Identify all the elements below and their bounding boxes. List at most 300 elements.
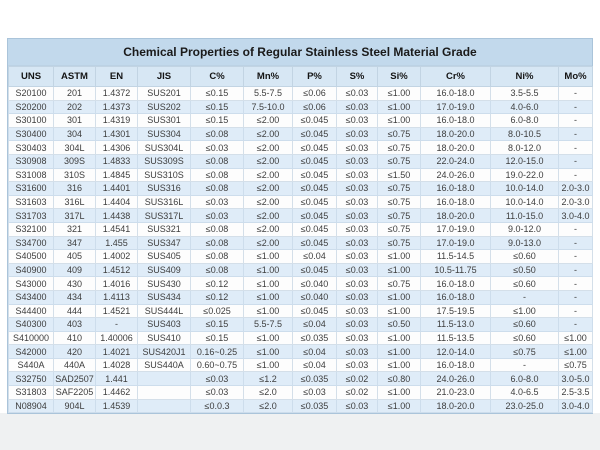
column-header-c: C% xyxy=(191,67,244,87)
table-cell: ≤0.03 xyxy=(337,222,378,236)
table-cell: SUS202 xyxy=(138,100,191,114)
table-cell: 405 xyxy=(54,250,96,264)
table-cell: SAD2507 xyxy=(55,373,94,384)
table-row xyxy=(9,195,593,209)
table-cell: 16.0-18.0 xyxy=(421,182,491,196)
table-cell: ≤1.00 xyxy=(378,386,421,400)
table-cell: ≤0.60 xyxy=(491,277,559,291)
table-cell: 11.5-13.5 xyxy=(421,331,491,345)
table-cell: 1.4113 xyxy=(96,290,138,304)
table-row xyxy=(9,290,593,304)
table-row xyxy=(9,263,593,277)
table-cell: 11.0-15.0 xyxy=(491,209,559,223)
table-cell: 317L xyxy=(54,209,96,223)
table-cell: 1.4404 xyxy=(96,195,138,209)
table-cell: 8.0-10.5 xyxy=(491,127,559,141)
table-cell: S34700 xyxy=(9,236,54,250)
table-cell: ≤0.045 xyxy=(293,263,337,277)
table-row xyxy=(9,222,593,236)
table-cell: ≤1.00 xyxy=(378,100,421,114)
table-row xyxy=(9,345,593,359)
table-cell: ≤1.00 xyxy=(378,304,421,318)
table-cell: 3.5-5.5 xyxy=(491,87,559,101)
table-cell: S40500 xyxy=(9,250,54,264)
table-cell: ≤0.045 xyxy=(293,222,337,236)
table-cell: 11.5-13.0 xyxy=(421,318,491,332)
table-cell: 22.0-24.0 xyxy=(421,154,491,168)
table-row xyxy=(9,304,593,318)
table-cell: 16.0-18.0 xyxy=(421,195,491,209)
table-cell: 304 xyxy=(54,127,96,141)
column-header-s: S% xyxy=(337,67,378,87)
table-row xyxy=(9,358,593,372)
table-cell: SUS420J1 xyxy=(138,345,191,359)
table-cell: ≤1.00 xyxy=(378,290,421,304)
table-cell: ≤0.06 xyxy=(293,100,337,114)
table-cell: 4.0-6.5 xyxy=(491,386,559,400)
table-cell: S20100 xyxy=(9,87,54,101)
table-cell: S410000 xyxy=(9,331,54,345)
table-cell: SUS440A xyxy=(138,358,191,372)
table-cell: 1.4462 xyxy=(96,386,138,400)
table-cell: ≤0.50 xyxy=(378,318,421,332)
table-cell: - xyxy=(559,222,593,236)
table-cell: ≤0.03 xyxy=(337,100,378,114)
table-cell: ≤0.75 xyxy=(378,277,421,291)
table-cell: 3.0-4.0 xyxy=(559,209,593,223)
table-cell: SUS409 xyxy=(138,263,191,277)
table-cell: ≤1.00 xyxy=(378,331,421,345)
table-cell: S43000 xyxy=(9,277,54,291)
table-cell: ≤0.08 xyxy=(191,127,244,141)
table-cell: ≤0.03 xyxy=(337,290,378,304)
table-cell: ≤0.08 xyxy=(191,263,244,277)
table-row xyxy=(9,209,593,223)
table-cell: ≤0.75 xyxy=(491,345,559,359)
table-cell: 17.0-19.0 xyxy=(421,236,491,250)
table-cell: ≤0.60 xyxy=(491,331,559,345)
table-cell: 304L xyxy=(54,141,96,155)
table-cell: SUS201 xyxy=(138,87,191,101)
table-cell: 316 xyxy=(54,182,96,196)
table-cell: ≤2.00 xyxy=(244,168,293,182)
table-cell: ≤2.0 xyxy=(244,399,293,413)
table-cell: 24.0-26.0 xyxy=(421,168,491,182)
table-cell: ≤0.040 xyxy=(293,277,337,291)
table-cell: 201 xyxy=(54,87,96,101)
table-cell: SAF2205 xyxy=(54,386,96,400)
table-cell: 12.0-14.0 xyxy=(421,345,491,359)
table-cell: 1.4301 xyxy=(96,127,138,141)
table-cell: S32750 xyxy=(9,372,54,386)
table-cell: - xyxy=(559,290,593,304)
table-cell: 1.4521 xyxy=(96,304,138,318)
table-cell: - xyxy=(96,318,138,332)
table-cell: 1.4401 xyxy=(96,182,138,196)
table-cell: ≤2.00 xyxy=(244,182,293,196)
table-cell: 420 xyxy=(54,345,96,359)
table-cell: ≤0.08 xyxy=(191,222,244,236)
table-cell: ≤0.045 xyxy=(293,114,337,128)
table-cell: ≤0.03 xyxy=(191,209,244,223)
table-cell: S31703 xyxy=(9,209,54,223)
table-cell: S40900 xyxy=(9,263,54,277)
table-cell: SUS434 xyxy=(138,290,191,304)
table-cell: S31603 xyxy=(9,195,54,209)
table-cell: ≤1.00 xyxy=(378,87,421,101)
table-cell: ≤0.75 xyxy=(378,127,421,141)
table-cell: ≤1.00 xyxy=(378,345,421,359)
table-cell: 24.0-26.0 xyxy=(421,372,491,386)
table-cell: 4.0-6.0 xyxy=(491,100,559,114)
table-cell: ≤1.00 xyxy=(559,345,593,359)
table-row xyxy=(9,236,593,250)
table-cell: ≤2.00 xyxy=(244,127,293,141)
stainless-steel-grades-table xyxy=(7,38,593,414)
table-cell: ≤1.00 xyxy=(378,263,421,277)
table-cell: 11.5-14.5 xyxy=(421,250,491,264)
chemical-properties-table xyxy=(8,66,593,413)
table-cell: ≤0.08 xyxy=(191,236,244,250)
table-cell: ≤0.035 xyxy=(293,372,337,386)
table-cell: 310S xyxy=(54,168,96,182)
table-cell: ≤1.00 xyxy=(559,331,593,345)
table-cell: 1.4833 xyxy=(96,154,138,168)
table-cell: N08904 xyxy=(9,399,54,413)
table-cell: ≤0.12 xyxy=(191,290,244,304)
table-cell: 316L xyxy=(54,195,96,209)
table-cell: 1.4512 xyxy=(96,263,138,277)
table-cell: ≤0.02 xyxy=(337,372,378,386)
table-cell: ≤1.00 xyxy=(244,250,293,264)
table-cell: S30403 xyxy=(9,141,54,155)
table-cell: 2.0-3.0 xyxy=(559,195,593,209)
table-cell: SUS317L xyxy=(138,209,191,223)
table-cell: 18.0-20.0 xyxy=(421,127,491,141)
table-cell: ≤0.08 xyxy=(191,250,244,264)
table-cell: S440A xyxy=(9,358,54,372)
table-row xyxy=(9,168,593,182)
table-cell: ≤0.15 xyxy=(191,318,244,332)
table-cell: SUS316 xyxy=(138,182,191,196)
column-header-mn: Mn% xyxy=(244,67,293,87)
table-cell: ≤0.12 xyxy=(191,277,244,291)
table-cell: ≤2.00 xyxy=(244,154,293,168)
table-row xyxy=(9,386,593,400)
table-cell: ≤0.040 xyxy=(293,290,337,304)
table-cell: S31600 xyxy=(9,182,54,196)
table-cell: 18.0-20.0 xyxy=(421,141,491,155)
table-cell: ≤0.045 xyxy=(293,168,337,182)
table-cell: S31803 xyxy=(9,386,54,400)
table-cell: 17.5-19.5 xyxy=(421,304,491,318)
table-cell: ≤0.04 xyxy=(293,345,337,359)
table-cell: 430 xyxy=(54,277,96,291)
table-cell: ≤0.60 xyxy=(491,318,559,332)
table-row xyxy=(9,182,593,196)
table-cell: S20200 xyxy=(9,100,54,114)
table-cell: 3.0-4.0 xyxy=(559,399,593,413)
table-cell: S43400 xyxy=(9,290,54,304)
table-cell: SUS321 xyxy=(138,222,191,236)
table-cell: 1.4438 xyxy=(96,209,138,223)
table-cell: 309S xyxy=(54,154,96,168)
table-cell: ≤0.045 xyxy=(293,182,337,196)
table-cell: ≤0.035 xyxy=(293,399,337,413)
table-cell: 10.0-14.0 xyxy=(491,195,559,209)
table-cell: ≤0.0.3 xyxy=(191,399,244,413)
table-cell: SUS309S xyxy=(138,154,191,168)
table-cell: - xyxy=(559,318,593,332)
table-cell: ≤0.03 xyxy=(337,345,378,359)
table-cell: ≤2.0 xyxy=(244,386,293,400)
table-cell: ≤1.00 xyxy=(244,304,293,318)
table-cell: 6.0-8.0 xyxy=(491,372,559,386)
table-cell: ≤0.03 xyxy=(337,399,378,413)
table-cell: ≤0.08 xyxy=(191,182,244,196)
table-cell: - xyxy=(491,290,559,304)
table-cell: 9.0-13.0 xyxy=(491,236,559,250)
table-cell: S30400 xyxy=(9,127,54,141)
table-cell: ≤0.08 xyxy=(191,168,244,182)
table-cell: ≤0.75 xyxy=(378,154,421,168)
table-cell: ≤0.15 xyxy=(191,114,244,128)
table-cell: 8.0-12.0 xyxy=(491,141,559,155)
table-cell xyxy=(138,372,191,386)
table-row xyxy=(9,331,593,345)
table-cell: ≤0.03 xyxy=(337,127,378,141)
table-cell: ≤0.03 xyxy=(337,87,378,101)
header-row xyxy=(9,67,593,87)
table-cell: ≤0.045 xyxy=(293,195,337,209)
table-cell: 2.0-3.0 xyxy=(559,182,593,196)
table-cell: ≤0.02 xyxy=(337,386,378,400)
table-cell: 16.0-18.0 xyxy=(421,87,491,101)
table-cell: ≤0.03 xyxy=(337,263,378,277)
table-cell: 1.4539 xyxy=(96,399,138,413)
table-cell: 23.0-25.0 xyxy=(491,399,559,413)
table-cell: 1.4845 xyxy=(96,168,138,182)
table-cell: 1.40006 xyxy=(96,331,138,345)
table-cell: - xyxy=(559,141,593,155)
table-cell: ≤0.08 xyxy=(191,154,244,168)
table-cell: ≤0.045 xyxy=(293,127,337,141)
table-row xyxy=(9,141,593,155)
table-cell: ≤0.03 xyxy=(191,372,244,386)
table-cell: ≤2.00 xyxy=(244,222,293,236)
table-cell: ≤0.025 xyxy=(191,304,244,318)
table-cell: 17.0-19.0 xyxy=(421,100,491,114)
table-cell: ≤0.03 xyxy=(337,277,378,291)
column-header-astm: ASTM xyxy=(54,67,96,87)
column-header-uns: UNS xyxy=(9,67,54,87)
table-cell: S40300 xyxy=(9,318,54,332)
table-cell: ≤1.00 xyxy=(244,290,293,304)
table-cell: ≤0.03 xyxy=(337,182,378,196)
table-cell: ≤0.03 xyxy=(337,141,378,155)
column-header-cr: Cr% xyxy=(421,67,491,87)
table-cell: - xyxy=(559,114,593,128)
table-cell: SUS444L xyxy=(138,304,191,318)
table-cell: 18.0-20.0 xyxy=(421,399,491,413)
table-cell: ≤1.00 xyxy=(378,399,421,413)
table-cell: ≤0.75 xyxy=(378,222,421,236)
table-cell: 1.4372 xyxy=(96,87,138,101)
table-cell: SUS304L xyxy=(138,141,191,155)
table-cell: ≤0.03 xyxy=(337,304,378,318)
table-cell: - xyxy=(559,250,593,264)
table-cell: - xyxy=(559,236,593,250)
table-row xyxy=(9,127,593,141)
table-cell: ≤0.03 xyxy=(337,358,378,372)
table-cell: ≤0.15 xyxy=(191,331,244,345)
table-cell: S42000 xyxy=(9,345,54,359)
table-cell: ≤0.03 xyxy=(337,236,378,250)
table-cell: SUS316L xyxy=(138,195,191,209)
table-cell: - xyxy=(559,277,593,291)
table-cell: 2.5-3.5 xyxy=(559,386,593,400)
table-cell: ≤0.15 xyxy=(191,87,244,101)
table-cell: SUS403 xyxy=(138,318,191,332)
column-header-ni: Ni% xyxy=(491,67,559,87)
table-cell: ≤0.03 xyxy=(337,209,378,223)
table-cell: 301 xyxy=(54,114,96,128)
table-cell: ≤0.03 xyxy=(337,114,378,128)
table-cell: ≤0.045 xyxy=(293,154,337,168)
table-cell: 1.441 xyxy=(96,372,138,386)
table-cell: - xyxy=(559,87,593,101)
table-cell xyxy=(138,386,191,400)
table-cell: ≤1.2 xyxy=(244,372,293,386)
table-cell: 6.0-8.0 xyxy=(491,114,559,128)
table-cell xyxy=(138,399,191,413)
table-cell: 1.4373 xyxy=(96,100,138,114)
table-cell: ≤0.045 xyxy=(293,209,337,223)
table-cell: 0.16~0.25 xyxy=(191,345,244,359)
table-body xyxy=(9,87,593,413)
table-cell: 1.4306 xyxy=(96,141,138,155)
table-cell: ≤1.00 xyxy=(244,345,293,359)
table-cell: 440A xyxy=(54,358,96,372)
column-header-jis: JIS xyxy=(138,67,191,87)
table-cell: 321 xyxy=(54,222,96,236)
table-cell: - xyxy=(559,263,593,277)
table-cell: ≤2.00 xyxy=(244,114,293,128)
table-cell: ≤0.03 xyxy=(337,331,378,345)
table-cell: ≤1.00 xyxy=(491,304,559,318)
table-cell: 18.0-20.0 xyxy=(421,209,491,223)
table-cell: 904L xyxy=(54,399,96,413)
table-cell: ≤0.045 xyxy=(293,236,337,250)
table-cell: ≤1.00 xyxy=(244,277,293,291)
table-cell: 21.0-23.0 xyxy=(421,386,491,400)
table-cell: SUS310S xyxy=(138,168,191,182)
table-cell: ≤0.045 xyxy=(293,304,337,318)
column-header-mo: Mo% xyxy=(559,67,593,87)
table-cell: 444 xyxy=(54,304,96,318)
table-row xyxy=(9,114,593,128)
table-cell: 434 xyxy=(54,290,96,304)
table-cell: - xyxy=(559,127,593,141)
table-row xyxy=(9,318,593,332)
table-cell: 10.0-14.0 xyxy=(491,182,559,196)
table-cell: 1.4541 xyxy=(96,222,138,236)
table-row xyxy=(9,154,593,168)
table-cell: SUS301 xyxy=(138,114,191,128)
table-cell: ≤2.00 xyxy=(244,236,293,250)
table-cell: ≤0.04 xyxy=(293,358,337,372)
table-cell: ≤0.03 xyxy=(337,168,378,182)
column-header-si: Si% xyxy=(378,67,421,87)
table-cell: ≤0.03 xyxy=(293,386,337,400)
table-cell: 1.4002 xyxy=(96,250,138,264)
column-header-p: P% xyxy=(293,67,337,87)
table-cell: ≤0.04 xyxy=(293,318,337,332)
table-cell: ≤0.75 xyxy=(378,195,421,209)
table-cell: 0.60~0.75 xyxy=(191,358,244,372)
table-cell: ≤0.03 xyxy=(337,195,378,209)
table-cell: 17.0-19.0 xyxy=(421,222,491,236)
table-cell: S30100 xyxy=(9,114,54,128)
table-cell: 5.5-7.5 xyxy=(244,318,293,332)
table-cell: - xyxy=(491,358,559,372)
table-cell: 10.5-11.75 xyxy=(421,263,491,277)
table-cell: ≤0.75 xyxy=(378,141,421,155)
table-cell: ≤0.50 xyxy=(491,263,559,277)
table-cell: S31008 xyxy=(9,168,54,182)
table-title: Chemical Properties of Regular Stainless Steel Material Grade xyxy=(8,39,592,66)
table-cell: ≤0.75 xyxy=(378,236,421,250)
table-cell: S30908 xyxy=(9,154,54,168)
table-cell: 5.5-7.5 xyxy=(244,87,293,101)
table-cell: 19.0-22.0 xyxy=(491,168,559,182)
table-cell: 16.0-18.0 xyxy=(421,277,491,291)
table-cell: 1.4021 xyxy=(96,345,138,359)
table-row xyxy=(9,87,593,101)
table-cell: 3.0-5.0 xyxy=(559,372,593,386)
table-row xyxy=(9,372,593,386)
table-cell: ≤0.03 xyxy=(191,195,244,209)
table-row xyxy=(9,277,593,291)
table-cell: ≤0.80 xyxy=(378,372,421,386)
table-cell: ≤0.75 xyxy=(378,182,421,196)
table-cell: ≤1.00 xyxy=(378,114,421,128)
table-cell: 7.5-10.0 xyxy=(244,100,293,114)
table-cell: ≤1.00 xyxy=(378,250,421,264)
table-cell: 12.0-15.0 xyxy=(491,154,559,168)
table-cell: ≤0.03 xyxy=(337,250,378,264)
table-cell: ≤0.045 xyxy=(293,141,337,155)
table-cell: SUS410 xyxy=(138,331,191,345)
table-cell: 16.0-18.0 xyxy=(421,114,491,128)
table-cell: 16.0-18.0 xyxy=(421,358,491,372)
table-cell: ≤0.75 xyxy=(559,358,593,372)
table-cell: ≤0.60 xyxy=(491,250,559,264)
table-cell: ≤1.00 xyxy=(244,358,293,372)
table-cell: ≤0.03 xyxy=(337,154,378,168)
table-row xyxy=(9,250,593,264)
table-cell: ≤0.035 xyxy=(293,331,337,345)
table-cell: S32100 xyxy=(9,222,54,236)
table-cell: SUS405 xyxy=(138,250,191,264)
table-cell: ≤0.06 xyxy=(293,87,337,101)
table-cell: 1.455 xyxy=(96,236,138,250)
table-cell: ≤1.00 xyxy=(244,263,293,277)
table-cell: ≤1.00 xyxy=(244,331,293,345)
table-cell: 403 xyxy=(54,318,96,332)
table-row xyxy=(9,100,593,114)
table-cell: 410 xyxy=(54,331,96,345)
